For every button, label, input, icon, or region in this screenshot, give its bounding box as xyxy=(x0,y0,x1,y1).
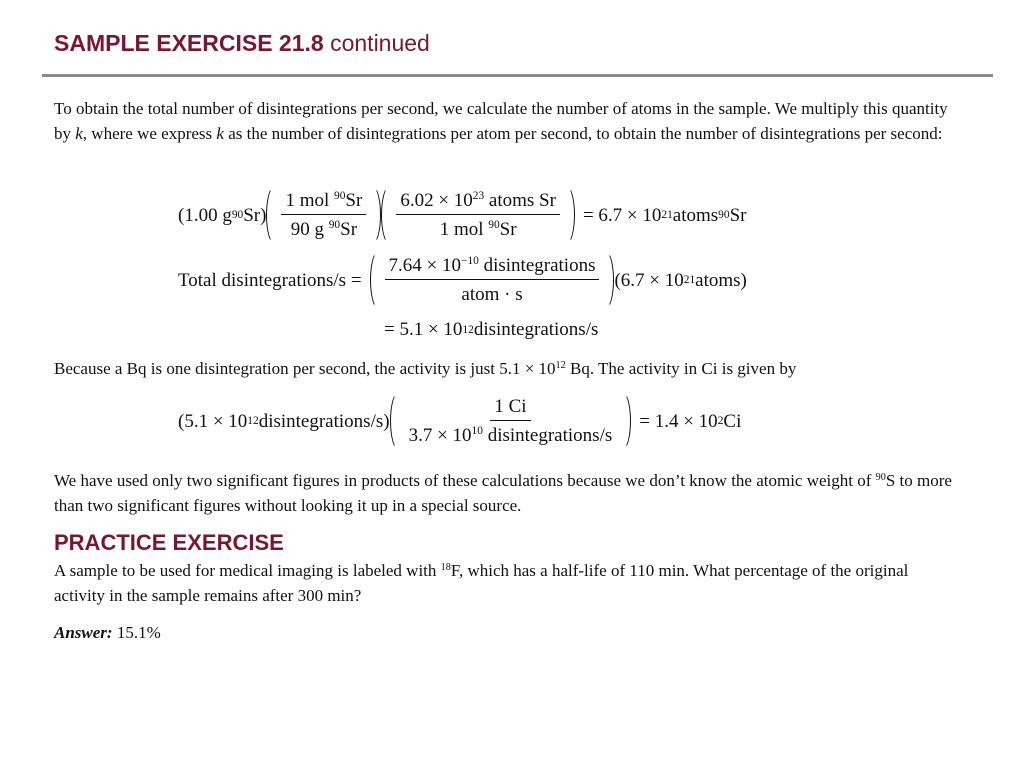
equation-total-disintegrations: Total disintegrations/s = $\frac{7.64 \times 10^{-10} disintegrations}{\text{atom · s}}$ (6.7 × 10 21 atoms) xyxy=(178,251,747,309)
fraction-mol-per-gram: $\frac{1 mol ^{90}Sr}{90 g ^{90}Sr}$ xyxy=(281,191,366,239)
fraction-curie: $\frac{1 Ci}{3.7 \times 10^{10} disintegrations/s}$ xyxy=(408,396,613,446)
equation-atoms: (1.00 g 90 Sr) $\frac{1 mol ^{90}Sr}{90 g ^{90}Sr}$ $\frac{6.02 \times 10^{23} atoms Sr}{1 mol ^{90}Sr}$ = 6.7 × 10 21 atoms 90 Sr xyxy=(178,186,746,244)
significant-figures-paragraph: We have used only two significant figures in products of these calculations because we don’t know the atomic weight of $^{90}$S to more than two significant figures without looking it up in a special source. xyxy=(54,471,952,515)
intro-paragraph: To obtain the total number of disintegrations per second, we calculate the number of atoms in the sample. We multiply this quantity by k, where we express k as the number of disintegrations per atom per second, to obtain the number of disintegrations per second: xyxy=(54,99,948,143)
practice-answer xyxy=(54,623,161,643)
title-continued: continued xyxy=(330,30,430,56)
equation-curies: (5.1 × 10 12 disintegrations/s) $\frac{1 Ci}{3.7 \times 10^{10} disintegrations/s}$ = 1.4 × 10 2 Ci xyxy=(178,392,741,450)
answer-label: Answer: xyxy=(54,623,113,642)
practice-heading: PRACTICE EXERCISE xyxy=(54,530,284,555)
answer-value: 15.1% xyxy=(112,623,161,642)
fraction-avogadro: $\frac{6.02 \times 10^{23} atoms Sr}{1 mol ^{90}Sr}$ xyxy=(396,191,560,239)
practice-question: A sample to be used for medical imaging is labeled with $^{18}$F, which has a half-life of 110 min. What percentage of the original activity in the sample remains after 300 min? xyxy=(54,561,909,605)
page-title xyxy=(54,30,430,57)
bq-paragraph: Because a Bq is one disintegration per second, the activity is just $5.1 \times 10^{12}$ Bq. The activity in Ci is given by xyxy=(54,359,797,378)
title-divider xyxy=(42,74,993,77)
title-main: SAMPLE EXERCISE 21.8 xyxy=(54,30,324,56)
equation-disintegrations-result: = 5.1 × 10 12 disintegrations/s xyxy=(384,319,599,340)
fraction-rate-constant: $\frac{7.64 \times 10^{-10} disintegrations}{\text{atom · s}}$ xyxy=(385,256,600,304)
